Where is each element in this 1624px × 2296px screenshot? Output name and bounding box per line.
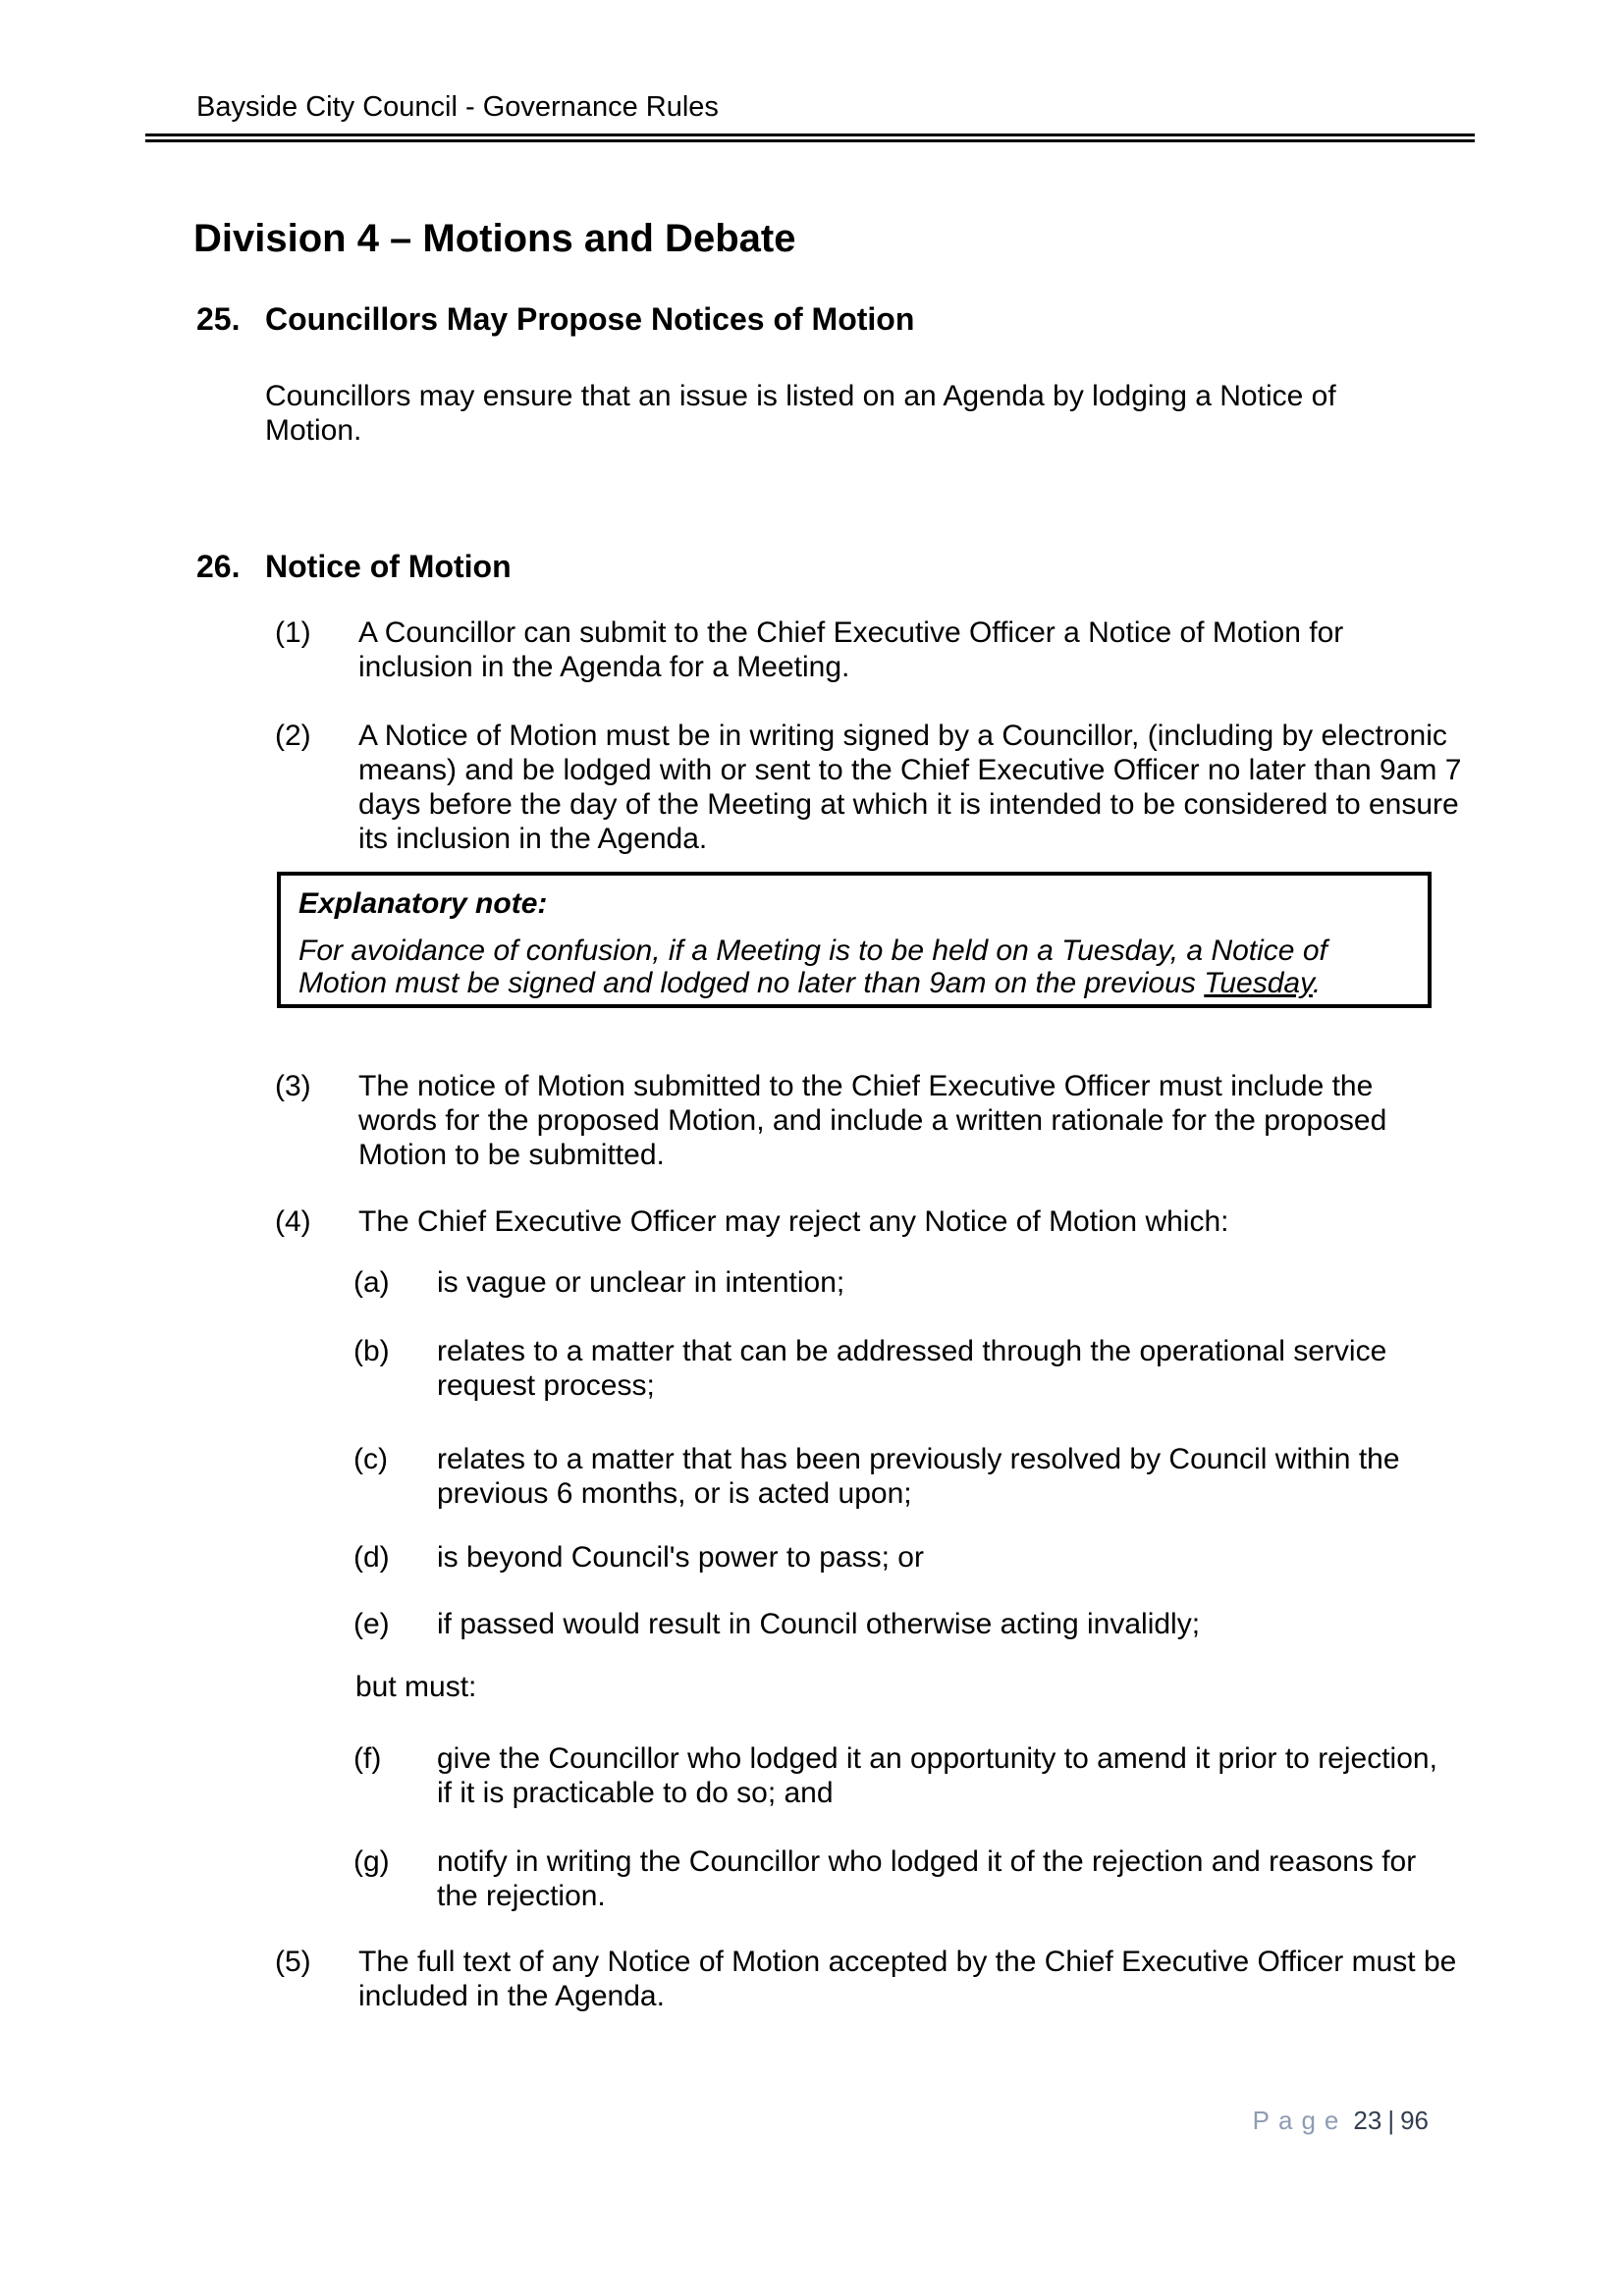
explanatory-note-text: For avoidance of confusion, if a Meeting is to be held on a Tuesday, a Notice of Motion must be signed and lodged no later than 9am on the previous [298,934,1327,999]
clause-4 [275,1204,1463,1239]
subclause-a-text: is vague or unclear in intention; [437,1266,845,1299]
subclause-f-marker: (f) [353,1742,382,1775]
subclause-b [353,1334,1448,1403]
footer-page-word: Page [1252,2106,1348,2135]
subclause-e [353,1607,1448,1641]
section-26-title: Notice of Motion [265,549,512,584]
subclause-c-text: relates to a matter that has been previously resolved by Council within the previous 6 months, or is acted upon; [437,1443,1400,1510]
subclause-d-marker: (d) [353,1541,390,1574]
explanatory-note-box [277,872,1432,1008]
explanatory-note-suffix: . [1312,967,1322,999]
section-26-heading [196,549,1473,585]
subclause-a-marker: (a) [353,1266,390,1299]
subclause-c-marker: (c) [353,1443,388,1475]
clause-5 [275,1945,1463,2013]
clause-1-marker: (1) [275,616,311,649]
clause-5-text: The full text of any Notice of Motion accepted by the Chief Executive Officer must be included in the Agenda. [358,1946,1457,2012]
subclause-f [353,1741,1448,1810]
clause-5-marker: (5) [275,1946,311,1978]
subclause-e-text: if passed would result in Council otherwise acting invalidly; [437,1608,1201,1640]
subclause-b-marker: (b) [353,1335,390,1367]
clause-3 [275,1069,1389,1172]
subclause-g-text: notify in writing the Councillor who lodged it of the rejection and reasons for the rejection. [437,1845,1417,1912]
section-25-title: Councillors May Propose Notices of Motion [265,301,915,337]
clause-1-text: A Councillor can submit to the Chief Executive Officer a Notice of Motion for inclusion in the Agenda for a Meeting. [358,616,1344,683]
clause-2-marker: (2) [275,720,311,752]
explanatory-note-underlined-word: Tuesday [1204,967,1313,999]
but-must-line: but must: [355,1671,477,1703]
subclause-b-text: relates to a matter that can be addressed through the operational service request process; [437,1335,1387,1402]
subclause-d-text: is beyond Council's power to pass; or [437,1541,924,1574]
page-footer [1253,2106,1429,2135]
subclause-g [353,1844,1448,1913]
footer-page-number: 23 [1353,2106,1382,2135]
clause-3-text: The notice of Motion submitted to the Chief Executive Officer must include the words for the proposed Motion, and include a written rationale for the proposed Motion to be submitted. [358,1070,1387,1171]
subclause-d [353,1540,1448,1575]
footer-separator: | [1387,2106,1395,2135]
section-25-heading [196,301,1473,338]
subclause-c [353,1442,1448,1511]
clause-1 [275,615,1463,684]
clause-3-marker: (3) [275,1070,311,1102]
clause-2-text: A Notice of Motion must be in writing signed by a Councillor, (including by electronic means) and be lodged with or sent to the Chief Executive Officer no later than 9am 7 days before the day of the Meeting at which it is intended to be considered to ensure its inclusion in the Agenda. [358,720,1462,855]
explanatory-note-body [298,934,1418,999]
section-25-paragraph: Councillors may ensure that an issue is listed on an Agenda by lodging a Notice of Motion. [265,380,1336,447]
footer-page-total: 96 [1400,2106,1429,2135]
division-heading: Division 4 – Motions and Debate [193,217,796,260]
clause-4-marker: (4) [275,1205,311,1238]
section-25-number: 25. [196,301,241,337]
clause-2 [275,719,1463,856]
subclause-g-marker: (g) [353,1845,390,1878]
explanatory-note-label: Explanatory note: [298,887,548,920]
subclause-a [353,1265,1448,1300]
footer-page-numbers [1347,2106,1429,2135]
section-26-number: 26. [196,549,241,584]
running-header-title: Bayside City Council - Governance Rules [196,91,719,123]
subclause-e-marker: (e) [353,1608,390,1640]
running-header [145,90,1475,142]
clause-4-text: The Chief Executive Officer may reject any Notice of Motion which: [358,1205,1229,1238]
subclause-f-text: give the Councillor who lodged it an opportunity to amend it prior to rejection, if it is practicable to do so; and [437,1742,1437,1809]
